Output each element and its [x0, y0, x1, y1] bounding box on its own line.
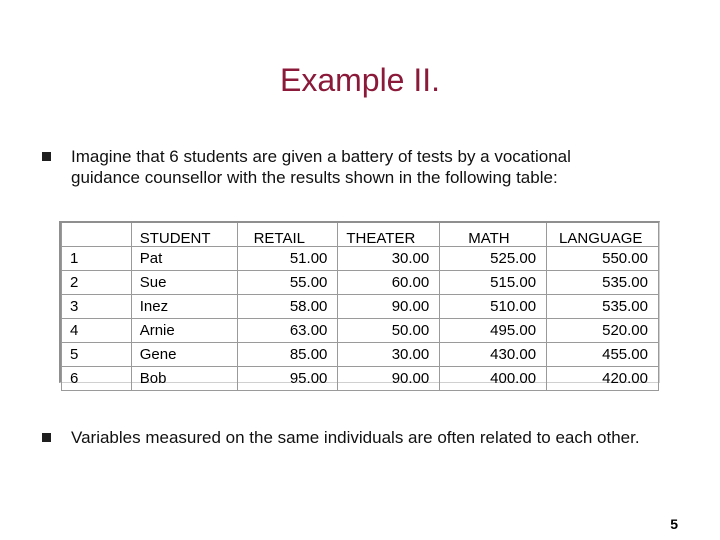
- table-row: [62, 367, 659, 391]
- row-index: 2: [62, 271, 132, 295]
- header-student: STUDENT: [131, 223, 237, 247]
- row-index: 3: [62, 295, 132, 319]
- retail-score: 55.00: [237, 271, 338, 295]
- student-scores-table-frame: [59, 221, 660, 387]
- language-score: 520.00: [547, 319, 659, 343]
- student-name: Gene: [131, 343, 237, 367]
- bullet-item-1: [42, 146, 662, 188]
- bullet-item-2: [42, 427, 662, 448]
- row-index: 6: [62, 367, 132, 391]
- math-score: 495.00: [440, 319, 547, 343]
- language-score: 535.00: [547, 271, 659, 295]
- theater-score: 30.00: [338, 247, 440, 271]
- bullet-text-1: Imagine that 6 students are given a battery of tests by a vocational guidance counsellor with the results shown in the following table:: [71, 147, 571, 187]
- language-score: 420.00: [547, 367, 659, 391]
- table-row: [62, 295, 659, 319]
- table-row: [62, 343, 659, 367]
- retail-score: 51.00: [237, 247, 338, 271]
- table-header-row: [62, 223, 659, 247]
- theater-score: 30.00: [338, 343, 440, 367]
- slide-title: Example II.: [279, 62, 441, 98]
- student-scores-table: [61, 223, 659, 391]
- student-name: Arnie: [131, 319, 237, 343]
- math-score: 430.00: [440, 343, 547, 367]
- header-math: MATH: [440, 223, 547, 247]
- student-name: Inez: [131, 295, 237, 319]
- math-score: 525.00: [440, 247, 547, 271]
- theater-score: 50.00: [338, 319, 440, 343]
- table-row: [62, 247, 659, 271]
- header-index: [62, 223, 132, 247]
- retail-score: 63.00: [237, 319, 338, 343]
- retail-score: 95.00: [237, 367, 338, 391]
- row-index: 4: [62, 319, 132, 343]
- row-index: 1: [62, 247, 132, 271]
- theater-score: 90.00: [338, 367, 440, 391]
- theater-score: 90.00: [338, 295, 440, 319]
- student-name: Sue: [131, 271, 237, 295]
- page-number: 5: [670, 516, 678, 532]
- table-row: [62, 271, 659, 295]
- square-bullet-icon: [42, 152, 51, 161]
- retail-score: 58.00: [237, 295, 338, 319]
- table-row: [62, 319, 659, 343]
- student-name: Pat: [131, 247, 237, 271]
- row-index: 5: [62, 343, 132, 367]
- language-score: 535.00: [547, 295, 659, 319]
- header-theater: THEATER: [338, 223, 440, 247]
- retail-score: 85.00: [237, 343, 338, 367]
- bullet-text-2: Variables measured on the same individuals are often related to each other.: [71, 428, 640, 447]
- language-score: 550.00: [547, 247, 659, 271]
- language-score: 455.00: [547, 343, 659, 367]
- header-language: LANGUAGE: [547, 223, 659, 247]
- square-bullet-icon: [42, 433, 51, 442]
- theater-score: 60.00: [338, 271, 440, 295]
- student-name: Bob: [131, 367, 237, 391]
- math-score: 510.00: [440, 295, 547, 319]
- math-score: 400.00: [440, 367, 547, 391]
- header-retail: RETAIL: [237, 223, 338, 247]
- math-score: 515.00: [440, 271, 547, 295]
